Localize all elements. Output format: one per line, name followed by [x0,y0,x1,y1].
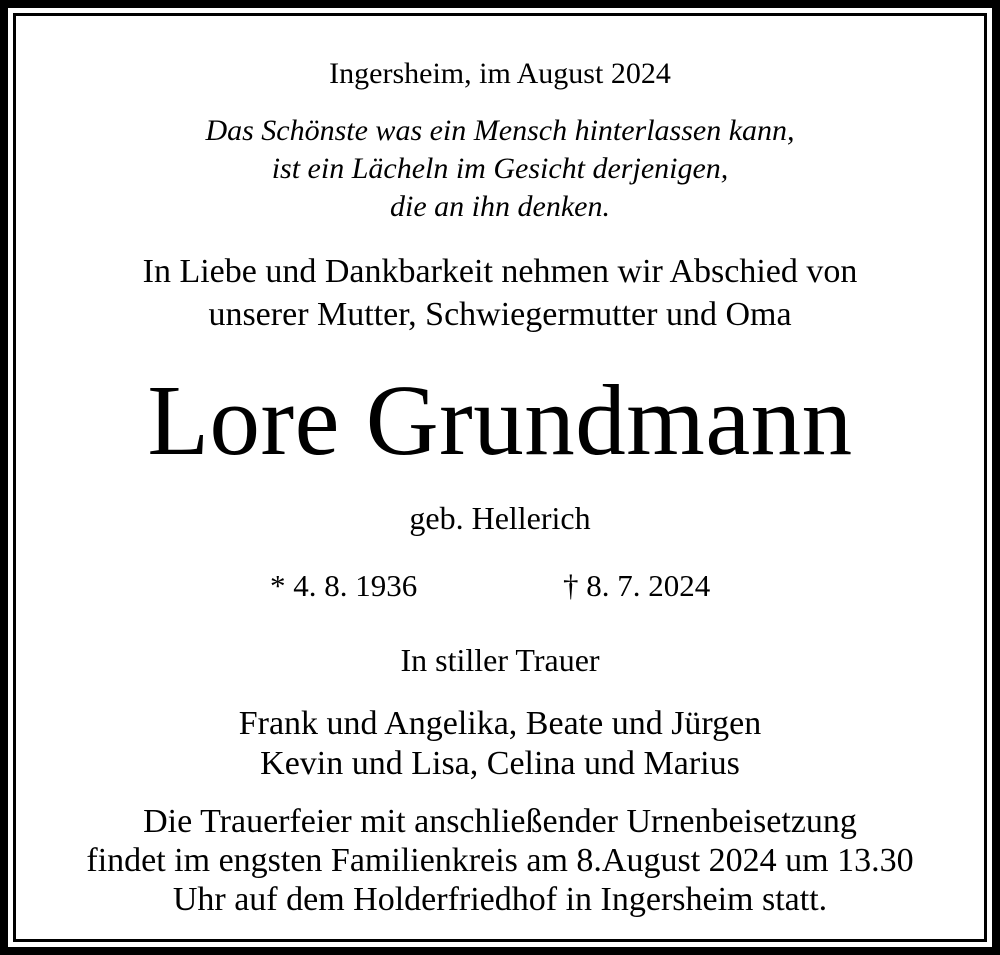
mourning-heading: In stiller Trauer [400,642,600,678]
quote-line: Das Schönste was ein Mensch hinterlassen kann, [205,114,795,147]
quote-line: die an ihn denken. [390,190,610,223]
mourners-list [16,704,984,784]
place-date: Ingersheim, im August 2024 [329,57,671,90]
funeral-line: Uhr auf dem Holderfriedhof in Ingersheim statt. [172,881,828,918]
intro-text [16,250,984,336]
maiden-name: geb. Hellerich [409,500,591,536]
deceased-name: Lore Grundmann [147,364,853,476]
funeral-line: Die Trauerfeier mit anschließender Urnenbeisetzung [143,803,857,840]
obituary-notice [16,16,984,939]
funeral-info [16,802,984,919]
funeral-line: findet im engsten Familienkreis am 8.August 2024 um 13.30 [86,842,914,879]
quote [16,112,984,226]
quote-line: ist ein Lächeln im Gesicht derjenigen, [271,152,729,185]
mourners-line: Frank und Angelika, Beate und Jürgen [238,705,762,742]
death-date: † 8. 7. 2024 [563,568,711,603]
birth-date: * 4. 8. 1936 [270,568,418,603]
intro-line: unserer Mutter, Schwiegermutter und Oma [208,296,792,333]
life-dates [16,566,984,606]
intro-line: In Liebe und Dankbarkeit nehmen wir Abschied von [142,253,858,290]
mourners-line: Kevin und Lisa, Celina und Marius [260,745,740,782]
